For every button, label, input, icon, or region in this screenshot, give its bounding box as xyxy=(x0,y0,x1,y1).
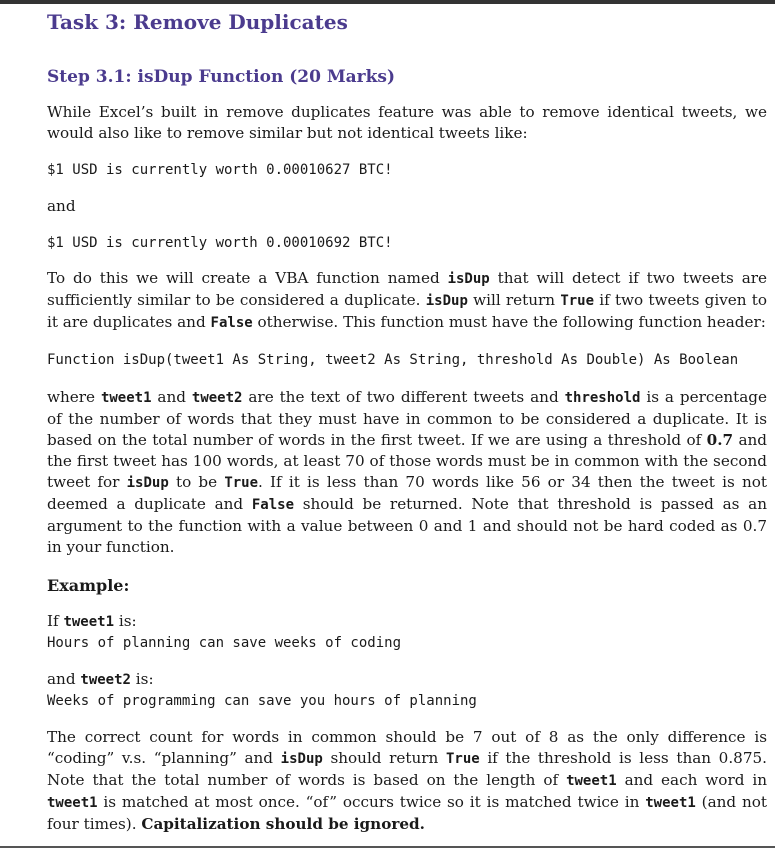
task-title: Task 3: Remove Duplicates xyxy=(47,10,348,34)
and-text: and xyxy=(47,197,76,215)
example-heading: Example: xyxy=(47,576,130,595)
description-paragraph: To do this we will create a VBA function named isDup that will detect if two tweets are sufficiently similar to be considered a duplicate. isDup will return True if two tweets given to it are duplicates and False otherwise. This function must have the following function header: xyxy=(47,269,768,331)
intro-paragraph: While Excel’s built in remove duplicates feature was able to remove identical tweets, we would also like to remove similar but not identical tweets like: xyxy=(47,103,767,142)
threshold-paragraph: where tweet1 and tweet2 are the text of two different tweets and threshold is a percentage of the number of words that they must have in common to be considered a duplicate. It is based on the total number of words in the first tweet. If we are using a threshold of 0.7 and the first tweet has 100 words, at least 70 of those words must be in common with the second tweet for isDup to be True. If it is less than 70 words like 56 or 34 then the tweet is not deemed a duplicate and False should be returned. Note that threshold is passed as an argument to the function with a value between 0 and 1 and should not be hard coded as 0.7 in your function. xyxy=(47,388,768,556)
document-body xyxy=(47,4,767,835)
explanation-paragraph: The correct count for words in common should be 7 out of 8 as the only difference is “coding” v.s. “planning” and isDup should return True if the threshold is less than 0.875. Note that the total number of words is based on the length of tweet1 and each word in tweet1 is matched at most once. “of” occurs twice so it is matched twice in tweet1 (and not four times). Capitalization should be ignored. xyxy=(47,728,767,833)
example-tweet1-label: If tweet1 is: xyxy=(47,612,137,630)
function-header-code: Function isDup(tweet1 As String, tweet2 As String, threshold As Double) As Boolean xyxy=(47,352,739,368)
step-title: Step 3.1: isDup Function (20 Marks) xyxy=(47,67,396,87)
tweet-example-a: $1 USD is currently worth 0.00010627 BTC! xyxy=(47,162,393,178)
tweet-example-b: $1 USD is currently worth 0.00010692 BTC! xyxy=(47,235,393,251)
example-tweet1-value: Hours of planning can save weeks of coding xyxy=(47,635,402,651)
example-tweet2-value: Weeks of programming can save you hours of planning xyxy=(47,693,477,709)
example-tweet2-label: and tweet2 is: xyxy=(47,670,154,688)
